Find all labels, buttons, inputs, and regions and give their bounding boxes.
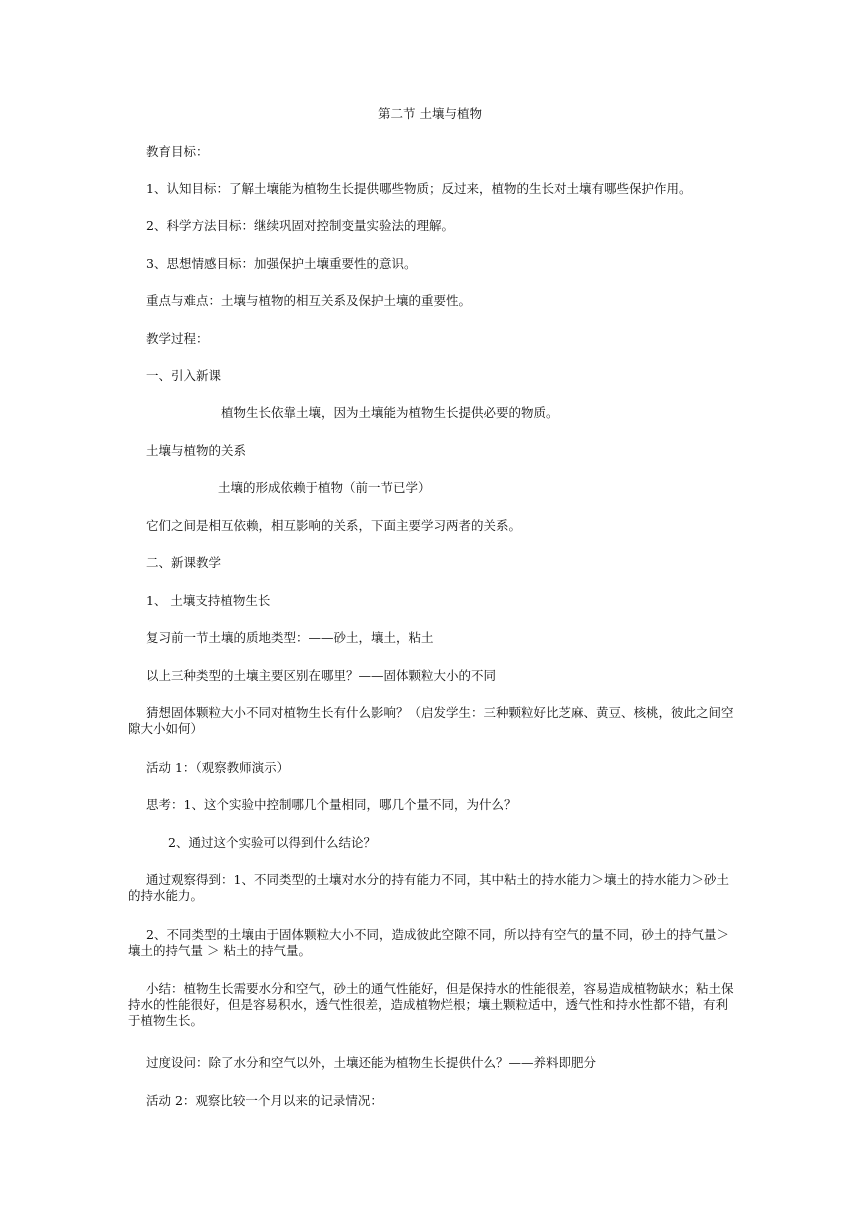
soil-plant-relation: 土壤与植物的关系 (146, 443, 247, 458)
goal-cognitive: 1、认知目标：了解土壤能为植物生长提供哪些物质；反过来，植物的生长对土壤有哪些保护作用。 (146, 181, 692, 196)
question-main-difference: 以上三种类型的土壤主要区别在哪里？——固体颗粒大小的不同 (146, 668, 497, 683)
intro-statement-2: 土壤的形成依赖于植物（前一节已学） (218, 480, 431, 495)
education-goals-heading: 教育目标： (146, 144, 209, 159)
section-title: 第二节 土壤与植物 (378, 106, 482, 121)
observation-result-1: 通过观察得到：1、不同类型的土壤对水分的持有能力不同，其中粘土的持水能力＞壤土的持水能力＞砂土的持水能力。 (128, 872, 729, 903)
section-new-lesson: 二、新课教学 (146, 555, 222, 570)
summary-paragraph: 小结：植物生长需要水分和空气，砂土的通气性能好，但是保持水的性能很差，容易造成植物缺水；粘土保持水的性能很好，但是容易积水，透气性很差，造成植物烂根；壤土颗粒适中，透气性和持水性都不错，有利于植物生长。 (128, 981, 734, 1028)
review-soil-types: 复习前一节土壤的质地类型：——砂土，壤土，粘土 (146, 630, 434, 645)
transition-question: 过度设问：除了水分和空气以外，土壤还能为植物生长提供什么？——养料即肥分 (146, 1055, 597, 1070)
think-question-2: 2、通过这个实验可以得到什么结论？ (168, 835, 376, 850)
section-introduction: 一、引入新课 (146, 368, 222, 383)
activity-2: 活动 2：观察比较一个月以来的记录情况： (146, 1093, 383, 1108)
think-question-1: 思考：1、这个实验中控制哪几个量相同，哪几个量不同，为什么？ (146, 797, 517, 812)
key-points: 重点与难点：土壤与植物的相互关系及保护土壤的重要性。 (146, 293, 472, 308)
intro-statement-1: 植物生长依靠土壤，因为土壤能为植物生长提供必要的物质。 (221, 405, 559, 420)
topic-soil-supports-plants: 1、 土壤支持植物生长 (146, 593, 271, 608)
observation-result-2: 2、不同类型的土壤由于固体颗粒大小不同，造成彼此空隙不同，所以持有空气的量不同，砂土的持气量＞ 壤土的持气量 ＞ 粘土的持气量。 (128, 927, 729, 958)
relation-summary: 它们之间是相互依赖，相互影响的关系，下面主要学习两者的关系。 (146, 518, 522, 533)
goal-scientific-method: 2、科学方法目标：继续巩固对控制变量实验法的理解。 (146, 218, 454, 233)
teaching-process-heading: 教学过程： (146, 331, 209, 346)
hypothesis-paragraph: 猜想固体颗粒大小不同对植物生长有什么影响？（启发学生：三种颗粒好比芝麻、黄豆、核桃，彼此之间空隙大小如何） (128, 705, 734, 736)
activity-1: 活动 1：（观察教师演示） (146, 760, 290, 775)
goal-emotional: 3、思想情感目标：加强保护土壤重要性的意识。 (146, 256, 417, 271)
